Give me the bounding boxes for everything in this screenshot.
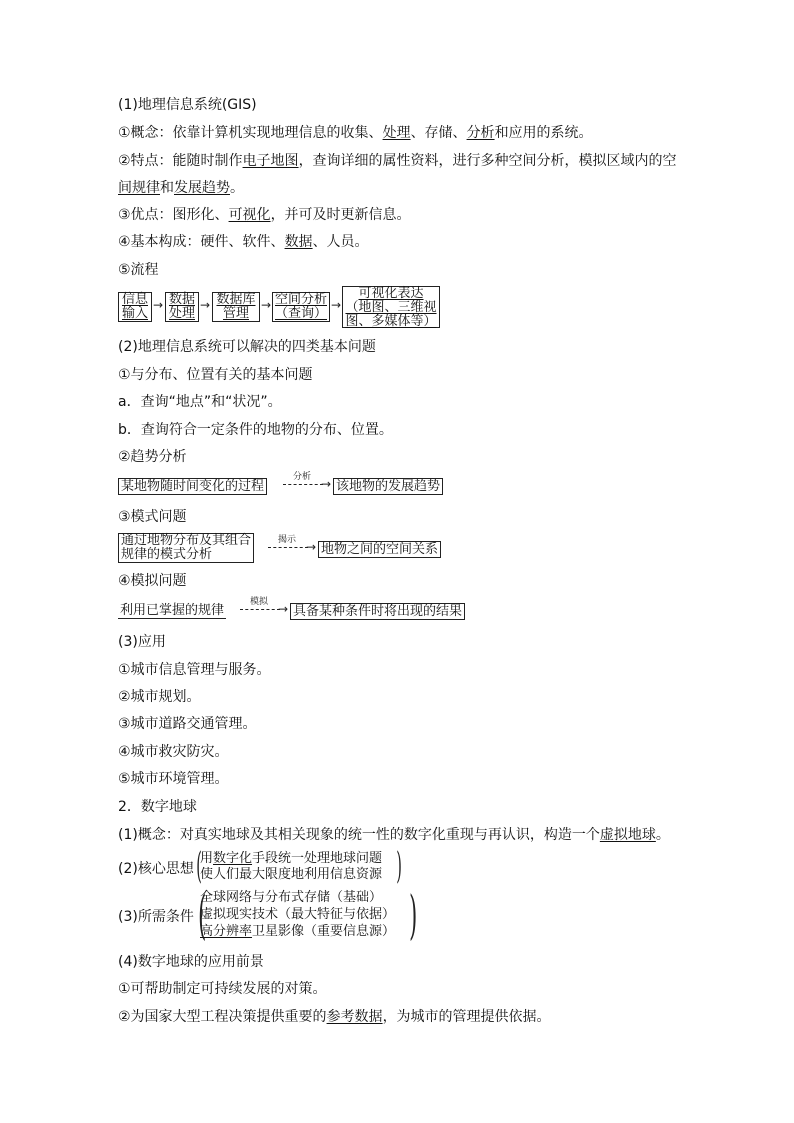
prospect-2: ②为国家大型工程决策提供重要的参考数据，为城市的管理提供依据。 — [118, 1009, 551, 1025]
application-item: ⑤城市环境管理。 — [118, 771, 229, 787]
conditions-label: (3)所需条件 — [118, 909, 194, 925]
left-brace-icon: ( — [198, 886, 207, 946]
right-brace-icon: ) — [396, 846, 402, 887]
flow-step-input: 信息 输入 — [118, 292, 152, 322]
arrow-icon: → — [261, 298, 272, 312]
arrow-icon: → — [153, 298, 164, 312]
problem-2: ②趋势分析 — [118, 449, 187, 465]
simulation-source-box: 利用已掌握的规律 — [120, 603, 225, 618]
arrow-icon: → — [200, 298, 211, 312]
digital-earth-heading: 2．数字地球 — [118, 799, 197, 815]
gis-composition: ④基本构成：硬件、软件、数据、人员。 — [118, 234, 369, 250]
application-title: (3)应用 — [118, 634, 166, 650]
core-idea-label: (2)核心思想 — [118, 861, 194, 877]
problem-1b: b．查询符合一定条件的地物的分布、位置。 — [118, 422, 393, 438]
flow-step-database: 数据库 管理 — [212, 292, 260, 322]
prospect-1: ①可帮助制定可持续发展的对策。 — [118, 981, 327, 997]
application-item: ②城市规划。 — [118, 689, 201, 705]
problem-4: ④模拟问题 — [118, 573, 187, 589]
problem-1a: a．查询“地点”和“状况”。 — [118, 394, 282, 410]
core-idea-2: 使人们最大限度地利用信息资源 — [200, 867, 383, 882]
application-item: ①城市信息管理与服务。 — [118, 662, 271, 678]
condition-3: 高分辨率卫星影像（重要信息源） — [200, 924, 396, 939]
flow-title: ⑤流程 — [118, 262, 159, 278]
right-brace-icon: ) — [409, 886, 418, 946]
pattern-source-box: 通过地物分布及其组合 规律的模式分析 — [118, 533, 254, 563]
condition-1: 全球网络与分布式存储（基础） — [200, 890, 383, 905]
flow-step-process: 数据 处理 — [165, 292, 199, 322]
left-brace-icon: ( — [196, 846, 202, 887]
flow-step-analysis: 空间分析 （查询） — [272, 292, 330, 322]
gis-concept: ①概念：依靠计算机实现地理信息的收集、处理、存储、分析和应用的系统。 — [118, 125, 593, 141]
arrow-icon: → — [331, 298, 342, 312]
gis-advantage: ③优点：图形化、可视化，并可及时更新信息。 — [118, 207, 411, 223]
application-item: ④城市救灾防灾。 — [118, 744, 229, 760]
core-idea-1: 用数字化手段统一处理地球问题 — [200, 851, 383, 866]
gis-feature: ②特点：能随时制作电子地图，查询详细的属性资料，进行多种空间分析，模拟区域内的空 — [118, 153, 677, 169]
problem-3: ③模式问题 — [118, 509, 187, 525]
flow-step-visualization: 可视化表达 （地图、三维视 图、多媒体等） — [342, 286, 440, 328]
prospect-title: (4)数字地球的应用前景 — [118, 954, 264, 970]
simulation-result-box: 具备某种条件时将出现的结果 — [290, 603, 465, 620]
condition-2: 虚拟现实技术（最大特征与依据） — [200, 907, 396, 922]
problem-1: ①与分布、位置有关的基本问题 — [118, 367, 313, 383]
digital-earth-concept: (1)概念：对真实地球及其相关现象的统一性的数字化重现与再认识，构造一个虚拟地球。 — [118, 827, 670, 843]
pattern-result-box: 地物之间的空间关系 — [318, 541, 441, 558]
trend-result-box: 该地物的发展趋势 — [333, 478, 443, 495]
gis-title: (1)地理信息系统(GIS) — [118, 97, 257, 113]
application-item: ③城市道路交通管理。 — [118, 716, 257, 732]
gis-feature-cont: 间规律和发展趋势。 — [118, 180, 244, 196]
trend-source-box: 某地物随时间变化的过程 — [118, 478, 267, 495]
problems-title: (2)地理信息系统可以解决的四类基本问题 — [118, 339, 376, 355]
